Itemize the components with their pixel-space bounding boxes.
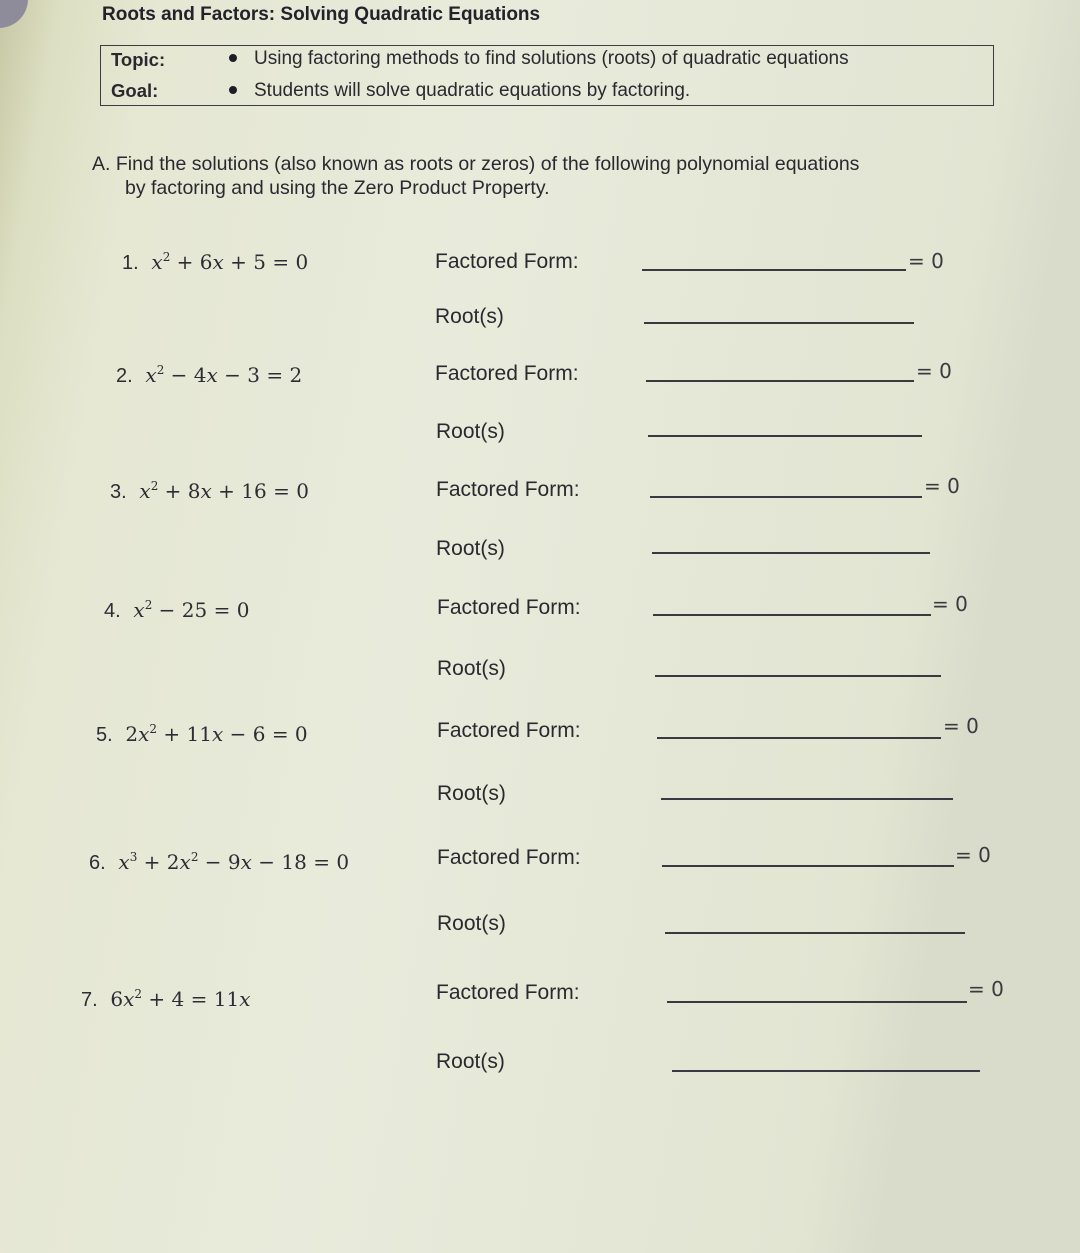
problem-7-roots-label: Root(s) (436, 1050, 505, 1073)
topic-text: Using factoring methods to find solutions (roots) of quadratic equations (254, 48, 849, 69)
problem-4-roots-line[interactable] (655, 675, 941, 677)
problem-5-roots-label: Root(s) (437, 782, 506, 805)
problem-6-roots-line[interactable] (665, 932, 965, 934)
problem-2-factored-line[interactable] (646, 380, 914, 382)
problem-1-equals-zero: = 0 (908, 249, 944, 273)
problem-7-equals-zero: = 0 (968, 977, 1004, 1001)
problem-7-factored-line[interactable] (667, 1001, 967, 1003)
problem-6-equation: 6. $x^3 + 2x^2 - 9x - 18 = 0$ (89, 850, 350, 874)
section-a-instructions (92, 152, 1012, 200)
section-a-line2: by factoring and using the Zero Product Property. (125, 177, 550, 199)
problem-1-equation: 1. $x^2 + 6x + 5 = 0$ (122, 250, 309, 274)
problem-1-factored-line[interactable] (642, 269, 906, 271)
problem-6-factored-label: Factored Form: (437, 846, 581, 869)
problem-5-equation: 5. $2x^2 + 11x - 6 = 0$ (96, 722, 308, 746)
goal-text: Students will solve quadratic equations by factoring. (254, 80, 691, 101)
problem-3-roots-label: Root(s) (436, 537, 505, 560)
problem-3-equals-zero: = 0 (924, 474, 960, 498)
topic-label: Topic: (111, 49, 166, 70)
section-a-line1: Find the solutions (also known as roots or zeros) of the following polynomial equations (115, 153, 860, 175)
problem-6-roots-label: Root(s) (437, 912, 506, 935)
problem-3-roots-line[interactable] (652, 552, 930, 554)
problem-4-equals-zero: = 0 (932, 592, 968, 616)
problem-4-factored-line[interactable] (653, 614, 931, 616)
bullet-dot-icon (229, 54, 237, 62)
problem-5-factored-line[interactable] (657, 737, 941, 739)
worksheet-title: Roots and Factors: Solving Quadratic Equations (102, 4, 541, 25)
goal-label: Goal: (111, 80, 159, 101)
problem-7-roots-line[interactable] (672, 1070, 980, 1072)
goal-bullet (229, 80, 690, 102)
problem-6-factored-line[interactable] (662, 865, 954, 867)
problem-4-factored-label: Factored Form: (437, 596, 581, 619)
section-a-label: A. (92, 153, 111, 175)
problem-3-factored-line[interactable] (650, 496, 922, 498)
problem-3-equation: 3. $x^2 + 8x + 16 = 0$ (110, 479, 309, 503)
problem-7-factored-label: Factored Form: (436, 981, 580, 1004)
bullet-dot-icon (229, 86, 237, 94)
problem-3-factored-label: Factored Form: (436, 478, 580, 501)
problem-1-roots-label: Root(s) (435, 305, 504, 328)
topic-goal-box (100, 45, 994, 106)
problem-4-equation: 4. $x^2 - 25 = 0$ (104, 598, 250, 622)
problem-5-equals-zero: = 0 (943, 714, 979, 738)
page-corner-shadow (0, 0, 28, 28)
problem-2-roots-line[interactable] (648, 435, 922, 437)
problem-2-equals-zero: = 0 (916, 359, 952, 383)
problem-7-equation: 7. $6x^2 + 4 = 11x$ (81, 987, 251, 1011)
problem-2-factored-label: Factored Form: (435, 362, 579, 385)
problem-6-equals-zero: = 0 (955, 843, 991, 867)
problem-1-roots-line[interactable] (644, 322, 914, 324)
problem-1-factored-label: Factored Form: (435, 250, 579, 273)
problem-4-roots-label: Root(s) (437, 657, 506, 680)
problem-5-factored-label: Factored Form: (437, 719, 581, 742)
topic-bullet (229, 48, 849, 70)
problem-2-roots-label: Root(s) (436, 420, 505, 443)
problem-2-equation: 2. $x^2 - 4x - 3 = 2$ (116, 363, 303, 387)
problem-5-roots-line[interactable] (661, 798, 953, 800)
